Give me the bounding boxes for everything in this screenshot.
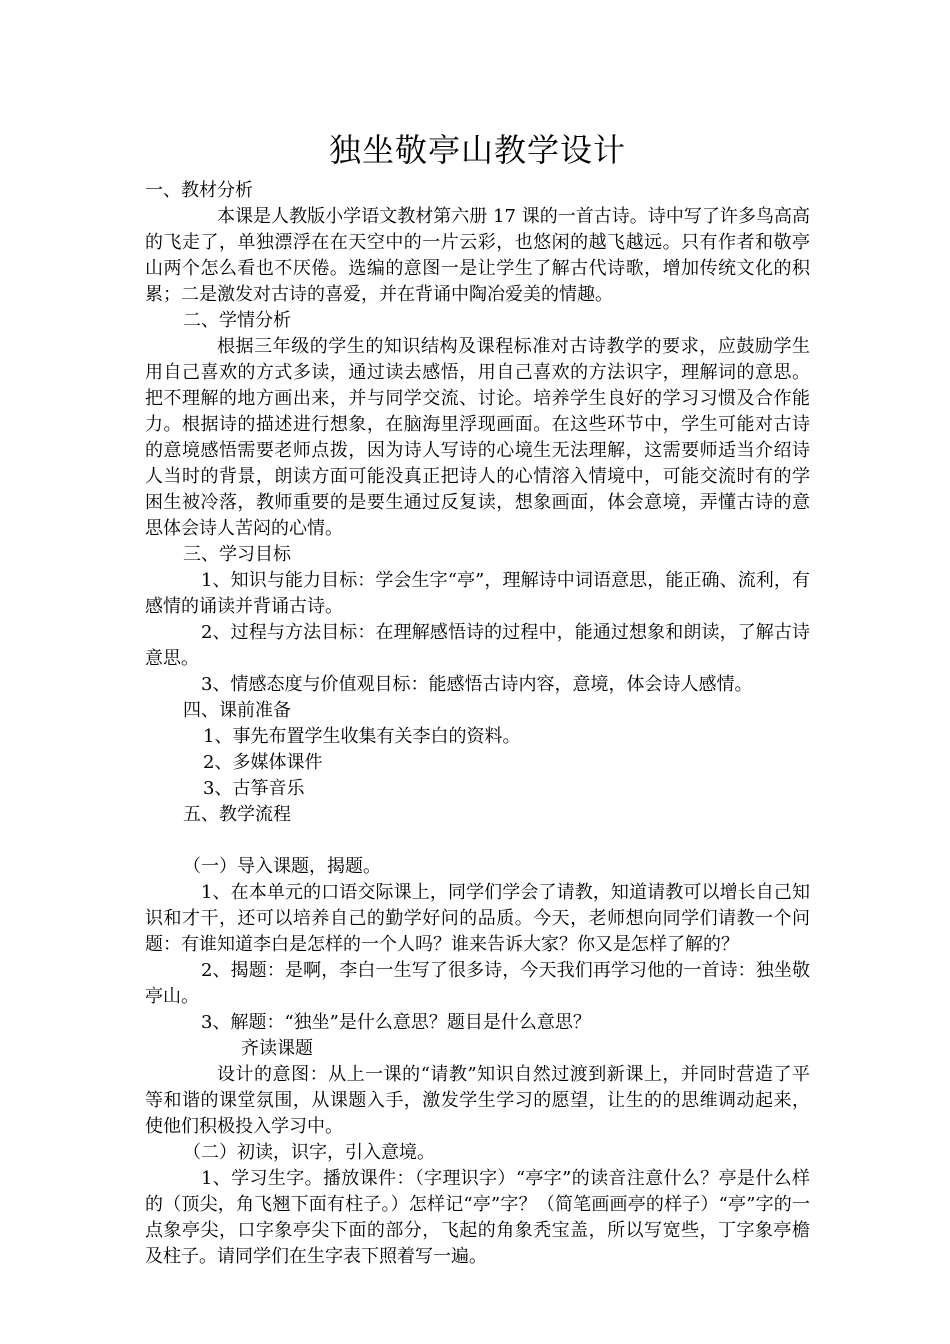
preparation-item-3: 3、古筝音乐 — [203, 778, 305, 799]
document-title: 独坐敬亭山教学设计 — [328, 131, 626, 169]
introduction-item-1: 1、在本单元的口语交际课上，同学们学会了请教，知道请教可以增长自己知识和才干，还可以培养自己的勤学好问的品质。今天，老师想向同学们请教一个问题：有谁知道李白是怎样的一个人吗？谁来告诉大家？你又是怎样了解的？ — [145, 882, 810, 955]
section-heading-teaching-process: 五、教学流程 — [183, 804, 291, 825]
preparation-item-2: 2、多媒体课件 — [203, 752, 323, 773]
student-analysis-paragraph: 根据三年级的学生的知识结构及课程标准对古诗教学的要求，应鼓励学生用自己喜欢的方式多读，通过读去感悟，用自己喜欢的方法识字，理解词的意思。把不理解的地方画出来，并与同学交流、讨论。培养学生良好的学习习惯及合作能力。根据诗的描述进行想象，在脑海里浮现画面。在这些环节中，学生可能对古诗的意境感悟需要老师点拨，因为诗人写诗的心境生无法理解，这需要师适当介绍诗人当时的背景，朗读方面可能没真正把诗人的心情溶入情境中，可能交流时有的学困生被冷落，教师重要的是要生通过反复读，想象画面，体会意境，弄懂古诗的意思体会诗人苦闷的心情。 — [145, 336, 810, 539]
read-title-line: 齐读课题 — [241, 1038, 313, 1059]
introduction-item-3: 3、解题：“独坐”是什么意思？题目是什么意思？ — [201, 1012, 591, 1033]
learning-goal-1: 1、知识与能力目标：学会生字“亭”，理解诗中词语意思，能正确、流利，有感情的诵读并背诵古诗。 — [145, 570, 810, 617]
section-heading-student-analysis: 二、学情分析 — [183, 310, 291, 331]
section-heading-learning-goals: 三、学习目标 — [183, 544, 291, 565]
spacer — [145, 828, 810, 854]
section-heading-textbook-analysis: 一、教材分析 — [145, 180, 253, 201]
document-page — [145, 128, 810, 1270]
introduction-item-2: 2、揭题：是啊，李白一生写了很多诗，今天我们再学习他的一首诗：独坐敬亭山。 — [145, 960, 810, 1007]
first-reading-item-1: 1、学习生字。播放课件：（字理识字）“亭字”的读音注意什么？亭是什么样的（顶尖，角飞翘下面有柱子。）怎样记“亭”字？（简笔画画亭的样子）“亭”字的一点象亭尖，口字象亭尖下面的部分，飞起的角象秃宝盖，所以写宽些，丁字象亭檐及柱子。请同学们在生字表下照着写一遍。 — [145, 1168, 810, 1267]
textbook-analysis-paragraph: 本课是人教版小学语文教材第六册 17 课的一首古诗。诗中写了许多鸟高高的飞走了，单独漂浮在在天空中的一片云彩，也悠闲的越飞越远。只有作者和敬亭山两个怎么看也不厌倦。选编的意图一是让学生了解古代诗歌，增加传统文化的积累；二是激发对古诗的喜爱，并在背诵中陶冶爱美的情趣。 — [145, 206, 810, 305]
section-heading-preparation: 四、课前准备 — [183, 700, 291, 721]
design-intent-paragraph: 设计的意图：从上一课的“请教”知识自然过渡到新课上，并同时营造了平等和谐的课堂氛围，从课题入手，激发学生学习的愿望，让生的的思维调动起来，使他们积极投入学习中。 — [145, 1064, 810, 1137]
learning-goal-3: 3、情感态度与价值观目标：能感悟古诗内容，意境，体会诗人感情。 — [201, 674, 753, 695]
step-heading-introduction: （一）导入课题，揭题。 — [183, 856, 381, 877]
preparation-item-1: 1、事先布置学生收集有关李白的资料。 — [203, 726, 521, 747]
step-heading-first-reading: （二）初读，识字，引入意境。 — [183, 1142, 435, 1163]
learning-goal-2: 2、过程与方法目标：在理解感悟诗的过程中，能通过想象和朗读，了解古诗意思。 — [145, 622, 810, 669]
